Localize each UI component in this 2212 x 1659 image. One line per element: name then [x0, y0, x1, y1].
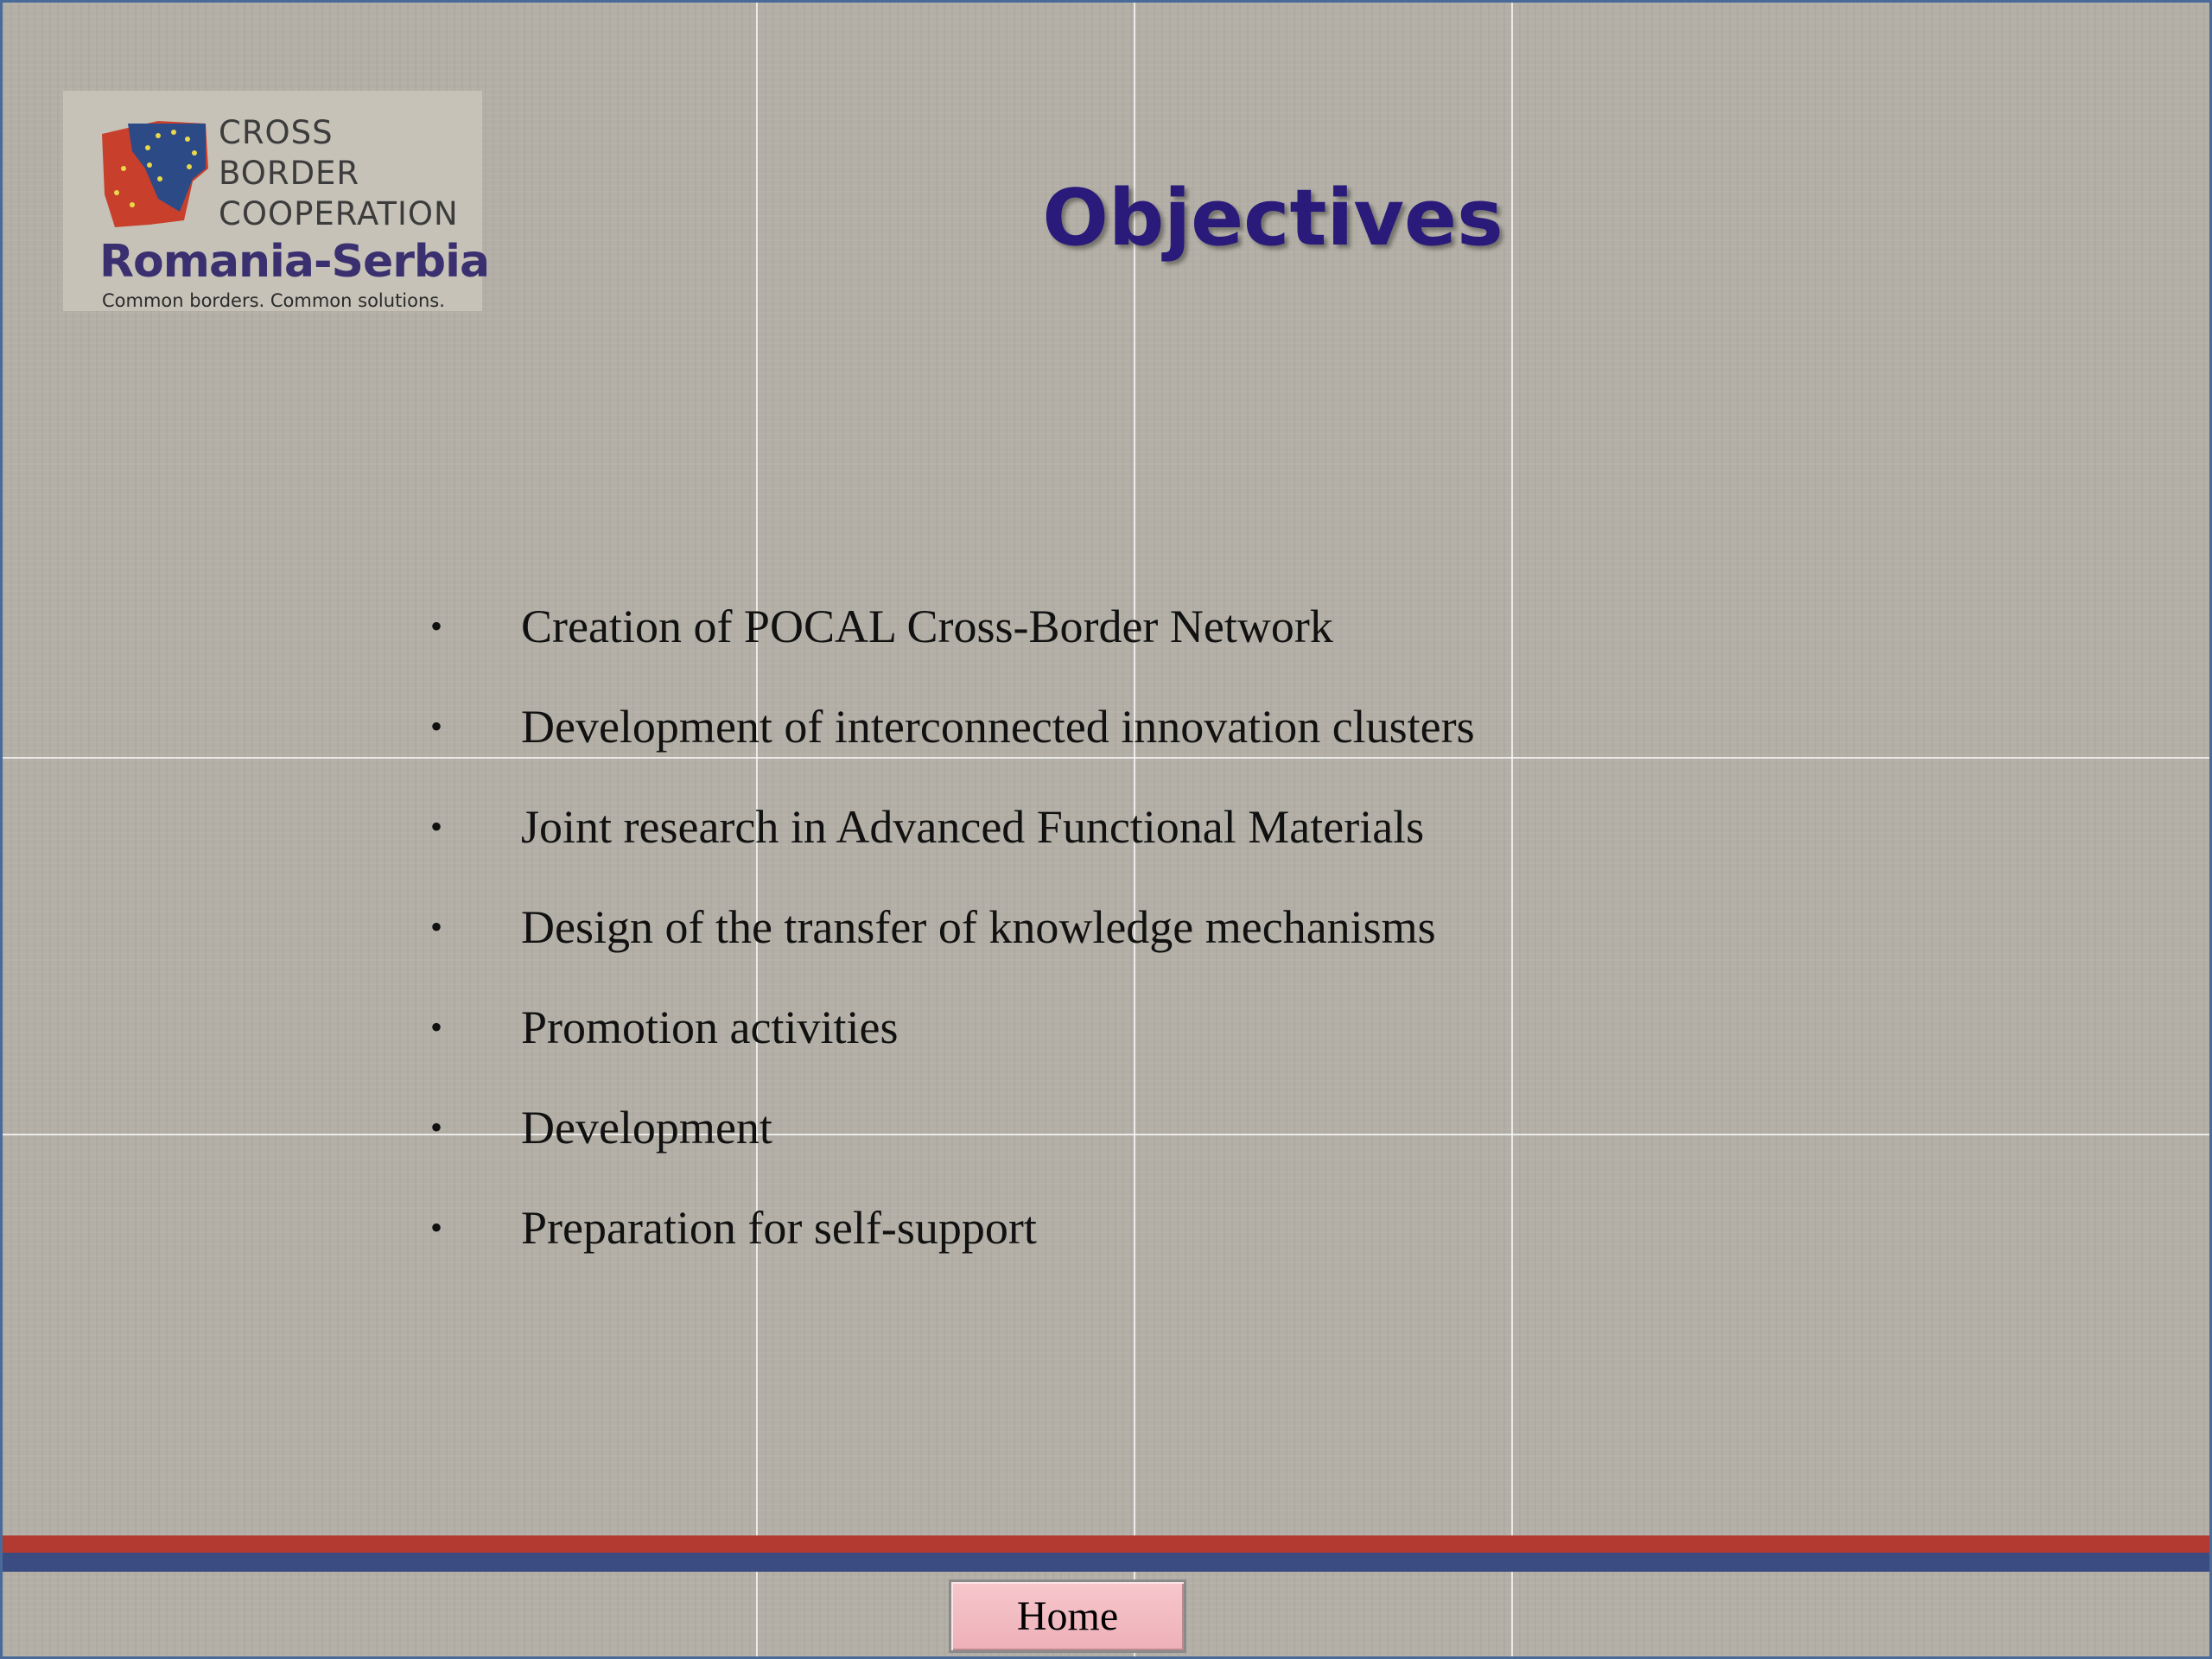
objectives-list [426, 599, 1475, 1300]
logo-text-line: CROSS [219, 114, 334, 151]
cross-border-logo [63, 91, 490, 311]
footer-stripe-blue [3, 1553, 2212, 1572]
bullet-icon: • [430, 807, 443, 846]
bullet-icon: • [430, 1007, 443, 1046]
objective-text: Joint research in Advanced Functional Materials [521, 801, 1425, 853]
list-item [426, 899, 1475, 1000]
objective-text: Promotion activities [521, 1001, 899, 1053]
objective-text: Development [521, 1102, 772, 1154]
list-item [426, 1200, 1475, 1300]
page-title: Objectives [1042, 173, 1503, 264]
home-button[interactable]: Home [949, 1580, 1186, 1653]
list-item [426, 599, 1475, 699]
list-item [426, 799, 1475, 899]
bullet-icon: • [430, 1208, 443, 1247]
logo-text-line: BORDER [219, 155, 360, 192]
logo-text-line: COOPERATION [219, 195, 459, 232]
map-flag-icon [98, 117, 210, 229]
bullet-icon: • [430, 707, 443, 746]
objective-text: Development of interconnected innovation clusters [521, 701, 1475, 753]
objective-text: Design of the transfer of knowledge mechanisms [521, 901, 1436, 953]
list-item [426, 1000, 1475, 1100]
logo-tagline: Common borders. Common solutions. [102, 290, 445, 311]
bullet-icon: • [430, 607, 443, 645]
bullet-icon: • [430, 907, 443, 946]
bullet-icon: • [430, 1108, 443, 1147]
objective-text: Creation of POCAL Cross-Border Network [521, 601, 1333, 652]
list-item [426, 699, 1475, 799]
footer-stripe-red [3, 1535, 2212, 1553]
list-item [426, 1100, 1475, 1200]
logo-brand-name: Romania-Serbia [99, 236, 490, 288]
objective-text: Preparation for self-support [521, 1202, 1037, 1254]
